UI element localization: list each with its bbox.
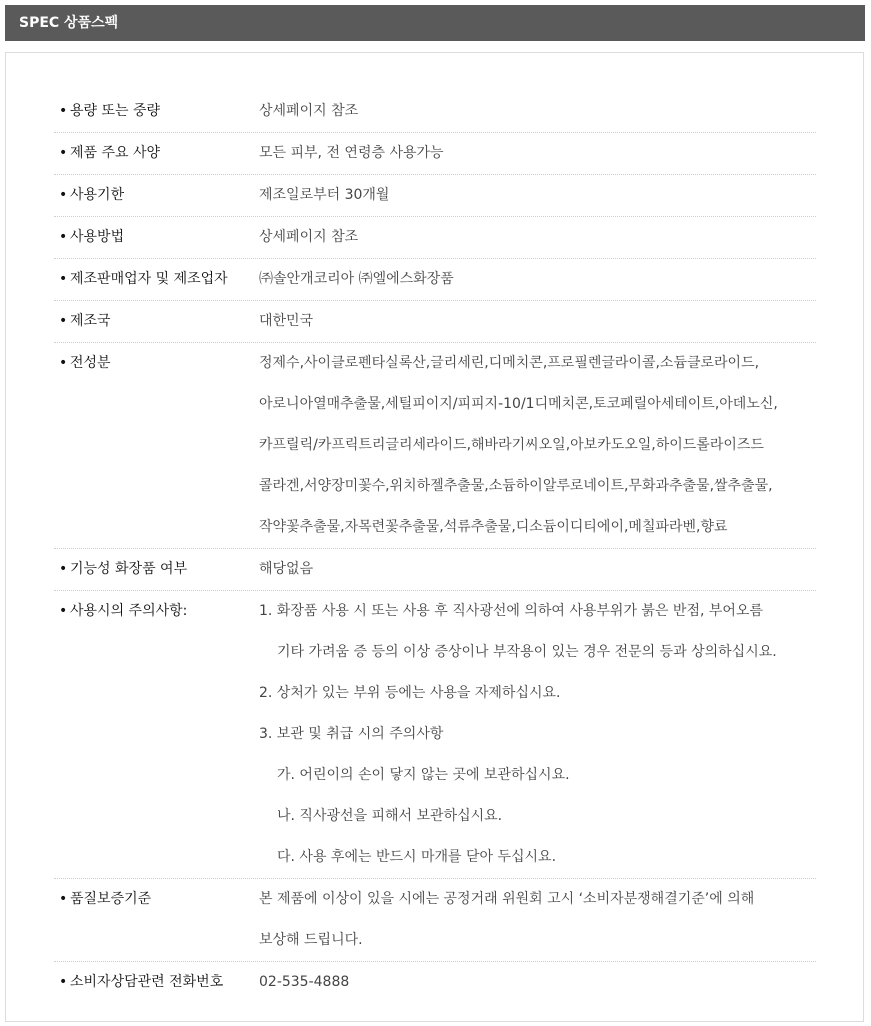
spec-value-line: 해당없음	[259, 561, 314, 577]
spec-value-line: 2. 상처가 있는 부위 등에는 사용을 자제하십시요.	[259, 685, 561, 701]
spec-value	[259, 879, 816, 961]
spec-value-line: 작약꽃추출물,자목련꽃추출물,석류추출물,디소듐이디티에이,메칠파라벤,향료	[259, 519, 728, 535]
spec-label	[54, 343, 259, 548]
spec-value	[259, 343, 816, 548]
bullet-icon: •	[59, 145, 68, 161]
spec-value-line: 제조일로부터 30개월	[259, 187, 390, 203]
spec-row	[54, 343, 816, 549]
bullet-icon: •	[59, 229, 68, 245]
spec-label	[54, 133, 259, 174]
spec-value-line: 카프릴릭/카프릭트리글리세라이드,해바라기씨오일,아보카도오일,하이드롤라이즈드	[259, 437, 764, 453]
spec-value	[259, 175, 816, 216]
spec-value	[259, 549, 816, 590]
spec-title: SPEC 상품스펙	[19, 15, 119, 31]
spec-value	[259, 133, 816, 174]
spec-label	[54, 301, 259, 342]
bullet-icon: •	[59, 355, 68, 371]
spec-label-text: 제품 주요 사양	[70, 145, 161, 161]
spec-row	[54, 962, 816, 1003]
spec-label	[54, 591, 259, 878]
spec-row	[54, 217, 816, 259]
spec-label	[54, 879, 259, 961]
spec-value-line: 콜라겐,서양장미꽃수,위치하젤추출물,소듐하이알루로네이트,무화과추출물,쌀추출물,	[259, 478, 773, 494]
spec-label-text: 제조판매업자 및 제조업자	[70, 271, 228, 287]
spec-label	[54, 175, 259, 216]
spec-label-text: 제조국	[70, 313, 111, 329]
spec-value-line: 다. 사용 후에는 반드시 마개를 닫아 두십시요.	[277, 849, 557, 865]
bullet-icon: •	[59, 561, 68, 577]
spec-row	[54, 879, 816, 962]
spec-label-text: 기능성 화장품 여부	[70, 561, 188, 577]
spec-label	[54, 91, 259, 132]
spec-label	[54, 259, 259, 300]
spec-value-line: 본 제품에 이상이 있을 시에는 공정거래 위원회 고시 ‘소비자분쟁해결기준’에 의해	[259, 891, 755, 907]
spec-header	[5, 5, 865, 41]
spec-row	[54, 549, 816, 591]
spec-value	[259, 962, 816, 1003]
spec-value-line: 상세페이지 참조	[259, 103, 359, 119]
spec-value-line: 3. 보관 및 취급 시의 주의사항	[259, 726, 444, 742]
spec-value-line: 정제수,사이클로펜타실록산,글리세린,디메치콘,프로필렌글라이콜,소듐클로라이드,	[259, 355, 760, 371]
spec-row	[54, 591, 816, 879]
spec-label	[54, 549, 259, 590]
spec-label-text: 사용시의 주의사항:	[70, 603, 188, 619]
spec-value	[259, 259, 816, 300]
spec-value-line: 아로니아열매추출물,세틸피이지/피피지-10/1디메치콘,토코페릴아세테이트,아데노신,	[259, 396, 778, 412]
spec-value-line: 상세페이지 참조	[259, 229, 359, 245]
spec-row	[54, 301, 816, 343]
spec-value	[259, 217, 816, 258]
spec-value-line: 가. 어린이의 손이 닿지 않는 곳에 보관하십시요.	[277, 767, 570, 783]
spec-panel	[5, 52, 864, 1022]
spec-label-text: 품질보증기준	[70, 891, 152, 907]
spec-list	[54, 91, 816, 1003]
spec-value-line: 1. 화장품 사용 시 또는 사용 후 직사광선에 의하여 사용부위가 붉은 반점, 부어오름	[259, 603, 763, 619]
spec-value	[259, 301, 816, 342]
spec-value-line: 대한민국	[259, 313, 314, 329]
spec-label-text: 사용기한	[70, 187, 125, 203]
spec-value-line: 기타 가려움 증 등의 이상 증상이나 부작용이 있는 경우 전문의 등과 상의하십시요.	[277, 644, 777, 660]
spec-value	[259, 591, 816, 878]
spec-row	[54, 175, 816, 217]
spec-value-line: 02-535-4888	[259, 974, 350, 990]
spec-label	[54, 962, 259, 1003]
bullet-icon: •	[59, 603, 68, 619]
spec-label-text: 사용방법	[70, 229, 125, 245]
spec-row	[54, 259, 816, 301]
bullet-icon: •	[59, 891, 68, 907]
spec-label-text: 용량 또는 중량	[70, 103, 161, 119]
bullet-icon: •	[59, 187, 68, 203]
spec-row	[54, 133, 816, 175]
bullet-icon: •	[59, 313, 68, 329]
bullet-icon: •	[59, 103, 68, 119]
bullet-icon: •	[59, 271, 68, 287]
spec-label-text: 소비자상담관련 전화번호	[70, 974, 224, 990]
spec-value-line: ㈜솔안개코리아 ㈜엘에스화장품	[259, 271, 454, 287]
spec-row	[54, 91, 816, 133]
bullet-icon: •	[59, 974, 68, 990]
spec-value	[259, 91, 816, 132]
spec-value-line: 나. 직사광선을 피해서 보관하십시요.	[277, 808, 503, 824]
spec-value-line: 보상해 드립니다.	[259, 932, 363, 948]
spec-label-text: 전성분	[70, 355, 111, 371]
spec-value-line: 모든 피부, 전 연령층 사용가능	[259, 145, 444, 161]
spec-label	[54, 217, 259, 258]
